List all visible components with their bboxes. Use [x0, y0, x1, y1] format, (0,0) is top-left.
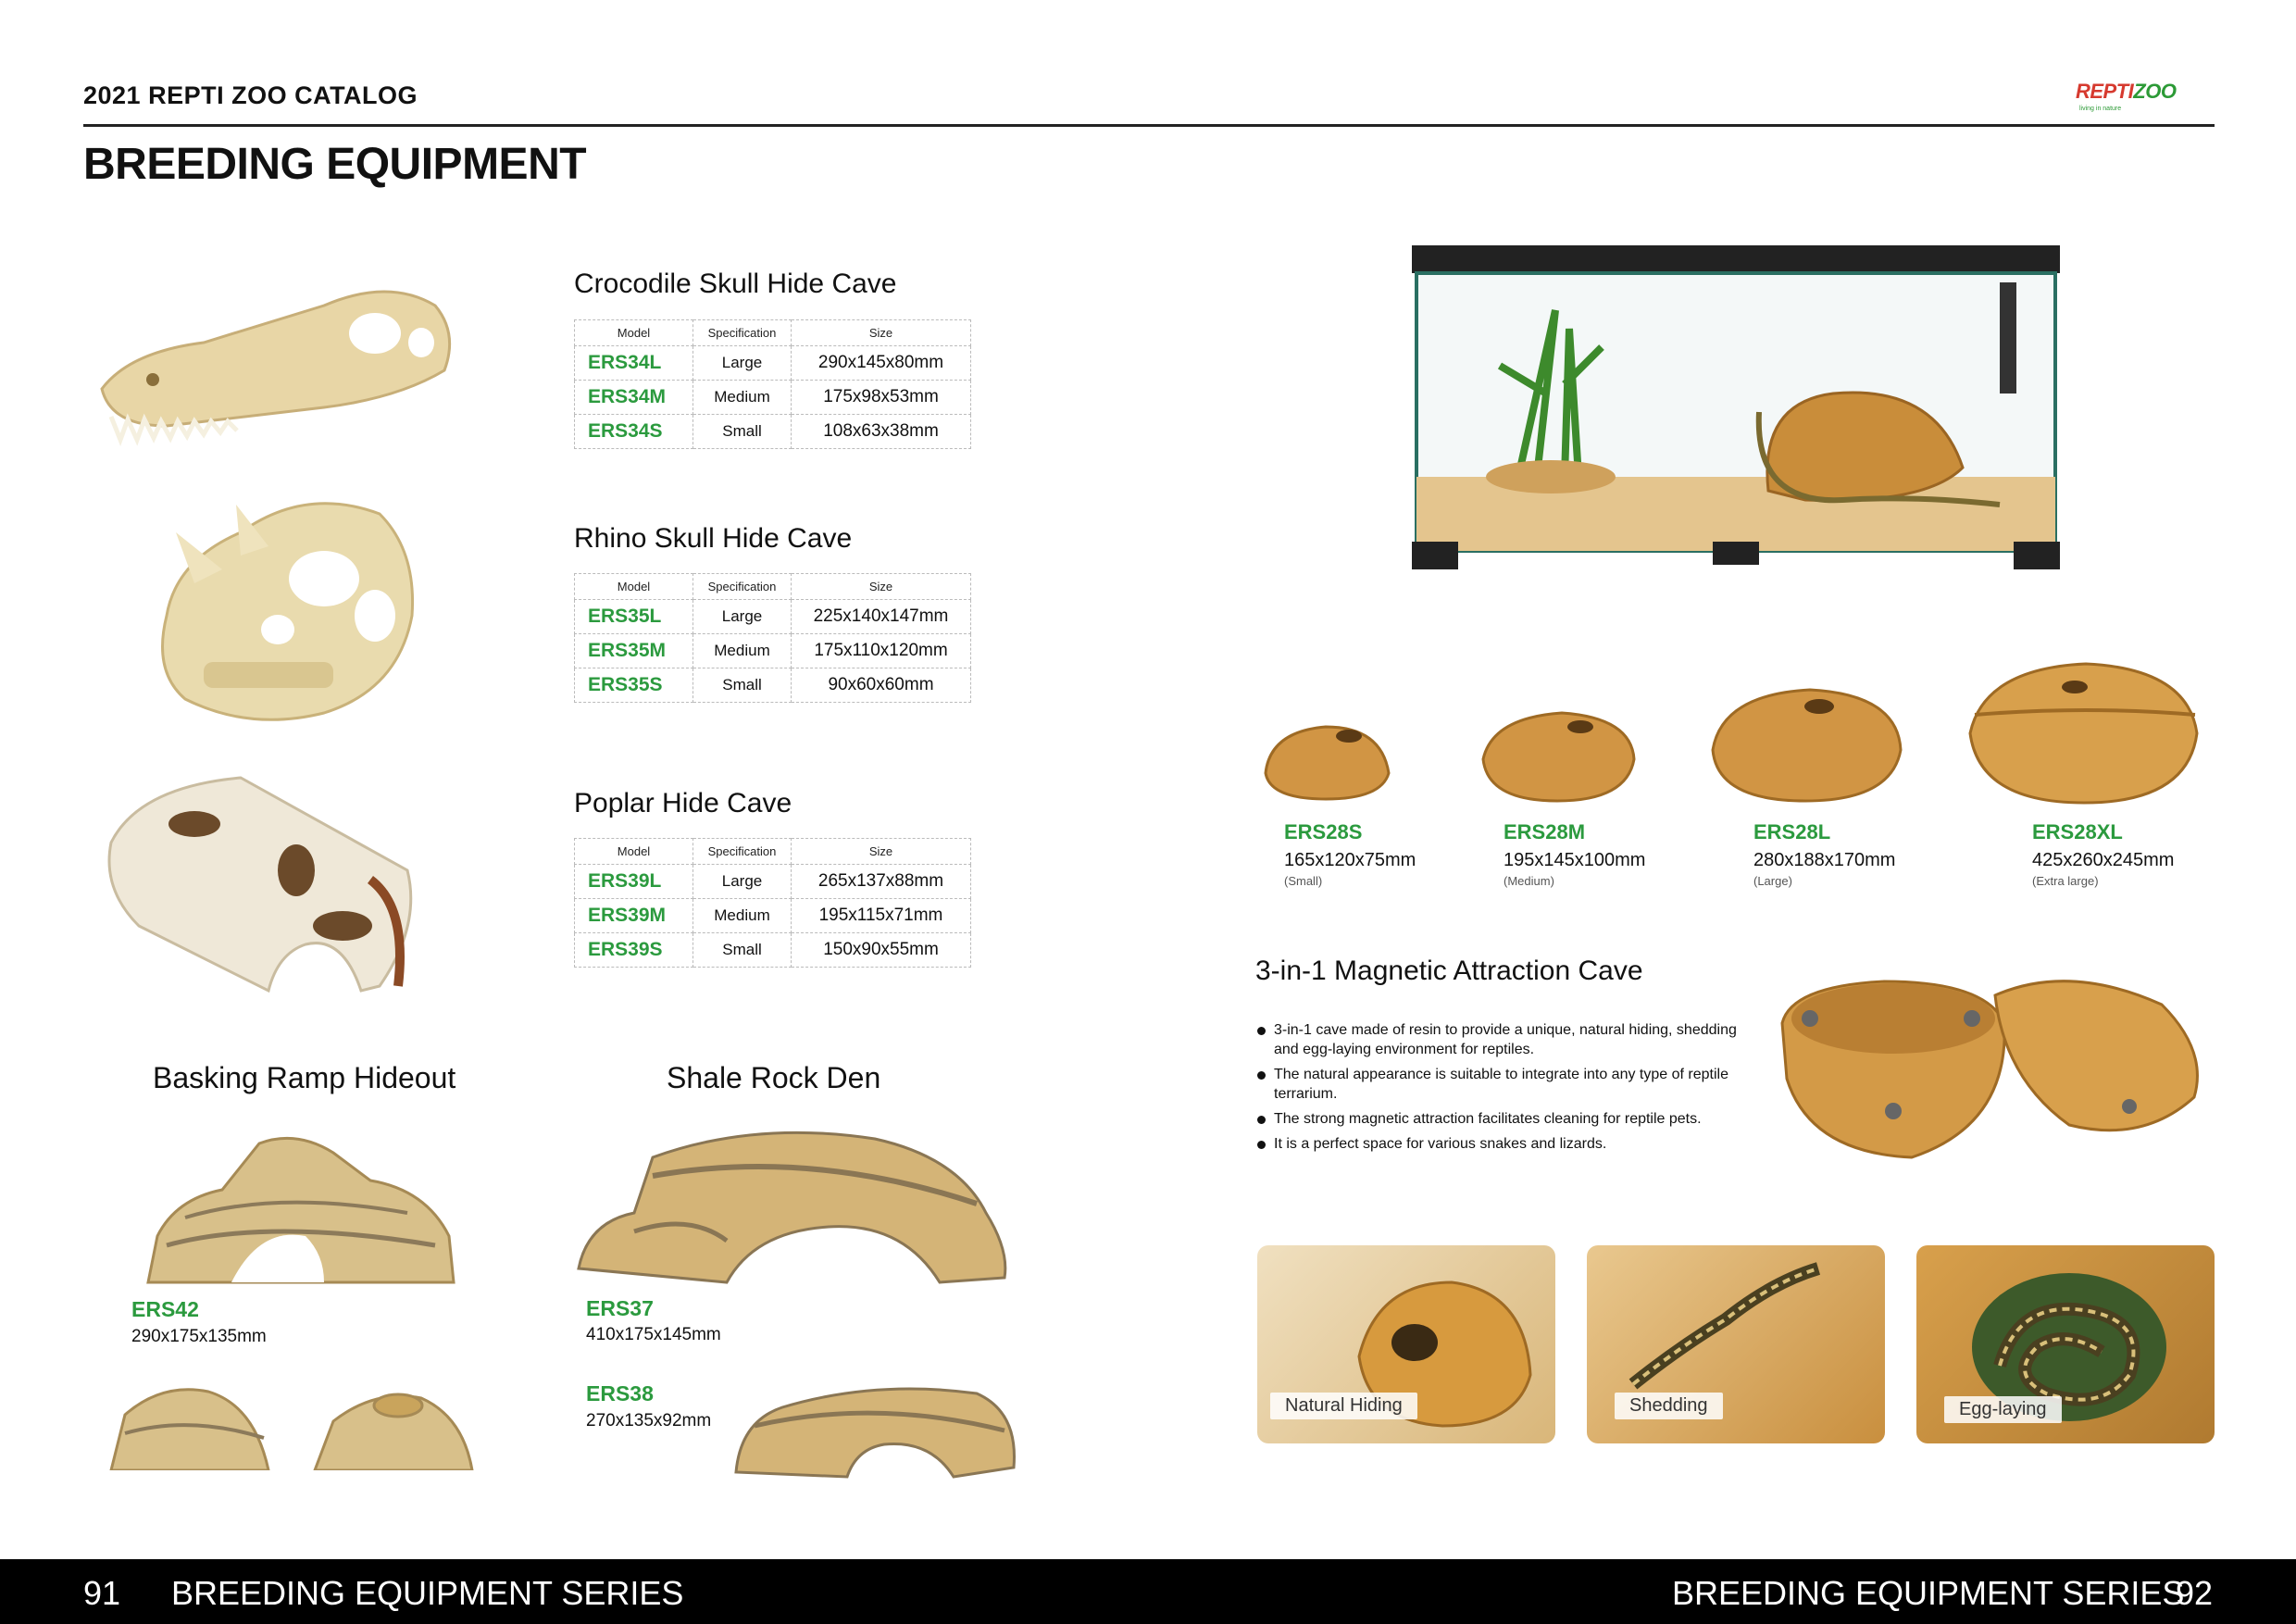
- table-row: ERS34L Large 290x145x80mm: [575, 346, 971, 381]
- left-page-number: 91: [83, 1574, 121, 1612]
- rhino-skull-spec-table: Model Specification Size ERS35L Large 225x140x147mm ERS35M Medium 175x110x120mm ERS35S Small 90x60x60mm: [574, 573, 971, 703]
- table-row: ERS34M Medium 175x98x53mm: [575, 381, 971, 415]
- crocodile-skull-spec-table: [574, 319, 971, 449]
- cave-ers28s-image: [1261, 718, 1392, 803]
- left-series-title: BREEDING EQUIPMENT SERIES: [171, 1574, 684, 1612]
- cave-ers28m-dim: 195x145x100mm: [1504, 850, 1646, 870]
- right-series-title: BREEDING EQUIPMENT SERIES: [1672, 1574, 2185, 1612]
- reptizoo-logo: REPTIZOO living in nature: [2076, 80, 2177, 112]
- photo-natural-hiding: [1257, 1245, 1555, 1443]
- photo-label-egg-laying: Egg-laying: [1944, 1396, 2062, 1423]
- photo-label-natural-hiding: Natural Hiding: [1270, 1393, 1417, 1419]
- cave-ers28m-code: ERS28M: [1504, 820, 1586, 843]
- list-item: The natural appearance is suitable to integrate into any type of reptile terrarium.: [1255, 1065, 1737, 1104]
- shale-rock-title: Shale Rock Den: [667, 1061, 881, 1094]
- shale-rock-ers37-code: ERS37: [586, 1296, 654, 1320]
- shale-rock-ers38-dim: 270x135x92mm: [586, 1411, 712, 1430]
- basking-ramp-bowl-image: [310, 1380, 477, 1470]
- basking-ramp-code: ERS42: [131, 1297, 199, 1321]
- table-row: ERS35M Medium 175x110x120mm: [575, 634, 971, 668]
- rhino-skull-title: Rhino Skull Hide Cave: [574, 523, 853, 554]
- cave-ers28m-size: (Medium): [1504, 874, 1554, 888]
- magnetic-cave-open-image: [1773, 968, 2203, 1167]
- footer-bar: [0, 1559, 2296, 1624]
- photo-label-shedding: Shedding: [1615, 1393, 1723, 1419]
- cave-ers28l-image: [1708, 681, 1904, 806]
- poplar-hide-image: [102, 768, 426, 1000]
- cave-ers28s-code: ERS28S: [1284, 820, 1363, 843]
- rhino-skull-image: [139, 477, 426, 736]
- catalog-title: 2021 REPTI ZOO CATALOG: [83, 81, 418, 109]
- list-item: 3-in-1 cave made of resin to provide a unique, natural hiding, shedding and egg-laying environment for reptiles.: [1255, 1020, 1737, 1059]
- magnetic-cave-features: [1255, 1020, 1737, 1159]
- cave-ers28xl-code: ERS28XL: [2032, 820, 2123, 843]
- right-page-number: 92: [2176, 1574, 2214, 1612]
- table-row: ERS34S Small 108x63x38mm: [575, 415, 971, 449]
- shale-rock-ers38-code: ERS38: [586, 1381, 654, 1405]
- col-specification: Specification: [693, 320, 792, 346]
- photo-shedding: [1587, 1245, 1885, 1443]
- poplar-hide-title: Poplar Hide Cave: [574, 788, 792, 818]
- basking-ramp-detail-image: [106, 1378, 273, 1470]
- cave-ers28xl-dim: 425x260x245mm: [2032, 850, 2175, 870]
- cave-ers28l-size: (Large): [1753, 874, 1792, 888]
- shale-rock-ers37-dim: 410x175x145mm: [586, 1325, 721, 1344]
- basking-ramp-image: [130, 1125, 463, 1296]
- cave-ers28xl-image: [1965, 659, 2202, 807]
- table-row: ERS39S Small 150x90x55mm: [575, 933, 971, 968]
- poplar-hide-spec-table: Model Specification Size ERS39L Large 265x137x88mm ERS39M Medium 195x115x71mm ERS39S Small 150x90x55mm: [574, 838, 971, 968]
- table-row: ERS35L Large 225x140x147mm: [575, 600, 971, 634]
- photo-egg-laying: [1916, 1245, 2215, 1443]
- basking-ramp-dim: 290x175x135mm: [131, 1327, 267, 1346]
- cave-ers28s-size: (Small): [1284, 874, 1323, 888]
- cave-ers28l-code: ERS28L: [1753, 820, 1831, 843]
- list-item: The strong magnetic attraction facilitates cleaning for reptile pets.: [1255, 1109, 1737, 1129]
- shale-rock-ers37-image: [569, 1111, 1014, 1287]
- col-model: Model: [575, 320, 693, 346]
- table-row: ERS39L Large 265x137x88mm: [575, 865, 971, 899]
- cave-ers28l-dim: 280x188x170mm: [1753, 850, 1896, 870]
- list-item: It is a perfect space for various snakes and lizards.: [1255, 1134, 1737, 1154]
- basking-ramp-title: Basking Ramp Hideout: [153, 1061, 456, 1094]
- cave-ers28xl-size: (Extra large): [2032, 874, 2099, 888]
- header-divider: [83, 124, 2215, 127]
- section-title: BREEDING EQUIPMENT: [83, 140, 587, 189]
- table-row: ERS35S Small 90x60x60mm: [575, 668, 971, 703]
- shale-rock-ers38-image: [727, 1366, 1023, 1481]
- col-size: Size: [792, 320, 971, 346]
- crocodile-skull-image: [93, 269, 463, 454]
- terrarium-image: [1407, 227, 2065, 574]
- magnetic-cave-title: 3-in-1 Magnetic Attraction Cave: [1255, 956, 1643, 986]
- table-row: ERS39M Medium 195x115x71mm: [575, 899, 971, 933]
- cave-ers28s-dim: 165x120x75mm: [1284, 850, 1416, 870]
- crocodile-skull-title: Crocodile Skull Hide Cave: [574, 269, 897, 299]
- cave-ers28m-image: [1479, 704, 1638, 806]
